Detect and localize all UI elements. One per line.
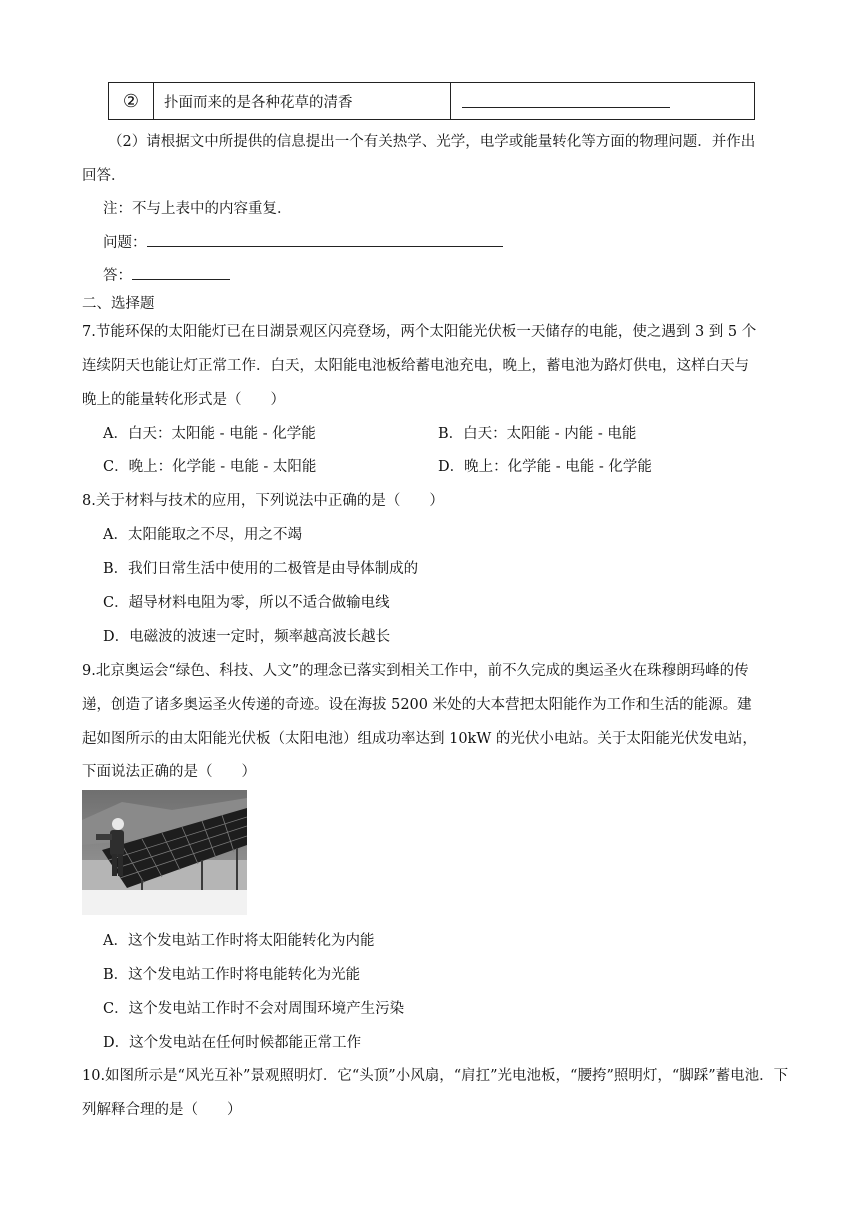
q8-option-d: D．电磁波的波速一定时，频率越高波长越长 — [103, 629, 391, 645]
table-row — [109, 83, 755, 120]
q10-line2: 列解释合理的是（ ） — [82, 1102, 242, 1118]
q6-2-line2: 回答． — [82, 168, 126, 184]
answer-line — [103, 264, 230, 285]
q9-line4: 下面说法正确的是（ ） — [82, 764, 256, 780]
q6-2-note: 注：不与上表中的内容重复． — [103, 201, 292, 217]
q7-option-d: D．晚上：化学能 - 电能 - 化学能 — [438, 459, 652, 475]
q9-line1: 9.北京奥运会“绿色、科技、人文”的理念已落实到相关工作中，前不久完成的奥运圣火在珠穆朗玛峰的传 — [82, 663, 749, 679]
q7-option-c: C．晚上：化学能 - 电能 - 太阳能 — [103, 459, 317, 475]
solar-panel-photo — [82, 790, 247, 915]
q9-line2: 递，创造了诸多奥运圣火传递的奇迹。设在海拔 5200 米处的大本营把太阳能作为工作和生活的能源。建 — [82, 697, 752, 713]
q9-option-d: D．这个发电站在任何时候都能正常工作 — [103, 1035, 362, 1051]
problem-line — [103, 231, 503, 252]
problem-label: 问题： — [103, 235, 147, 251]
q7-line3: 晚上的能量转化形式是（ ） — [82, 392, 285, 408]
q8-option-c: C．超导材料电阻为零，所以不适合做输电线 — [103, 595, 390, 611]
q7-option-b: B．白天：太阳能 - 内能 - 电能 — [438, 426, 637, 442]
q6-2-line1: （2）请根据文中所提供的信息提出一个有关热学、光学，电学或能量转化等方面的物理问题．并作出 — [108, 134, 756, 150]
q7-option-a: A．白天：太阳能 - 电能 - 化学能 — [103, 426, 316, 442]
q9-option-c: C．这个发电站工作时不会对周围环境产生污染 — [103, 1001, 405, 1017]
q10-line1: 10.如图所示是“风光互补”景观照明灯．它“头顶”小风扇，“肩扛”光电池板，“腰挎”照明灯，“脚踩”蓄电池．下 — [82, 1068, 789, 1084]
section-title: 二、选择题 — [82, 296, 155, 312]
q9-option-b: B．这个发电站工作时将电能转化为光能 — [103, 967, 361, 983]
q8-option-b: B．我们日常生活中使用的二极管是由导体制成的 — [103, 561, 419, 577]
row-text: 扑面而来的是各种花草的清香 — [154, 83, 451, 120]
row-number: ② — [109, 83, 154, 120]
answer-blank — [132, 265, 230, 280]
answer-table — [108, 82, 755, 120]
q9-line3: 起如图所示的由太阳能光伏板（太阳电池）组成功率达到 10kW 的光伏小电站。关于太阳能光伏发电站， — [82, 731, 757, 747]
q8-option-a: A．太阳能取之不尽，用之不竭 — [103, 527, 302, 543]
q8-stem: 8.关于材料与技术的应用，下列说法中正确的是（ ） — [82, 493, 444, 509]
solar-panel-image — [82, 790, 247, 890]
answer-blank-cell — [451, 83, 755, 120]
problem-blank — [147, 232, 503, 247]
answer-blank-line — [462, 107, 670, 108]
q7-line2: 连续阴天也能让灯正常工作．白天，太阳能电池板给蓄电池充电，晚上，蓄电池为路灯供电，这样白天与 — [82, 358, 749, 374]
q7-line1: 7.节能环保的太阳能灯已在日湖景观区闪亮登场，两个太阳能光伏板一天储存的电能，使之遇到 3 到 5 个 — [82, 324, 757, 340]
q9-option-a: A．这个发电站工作时将太阳能转化为内能 — [103, 933, 375, 949]
answer-label: 答： — [103, 268, 132, 284]
